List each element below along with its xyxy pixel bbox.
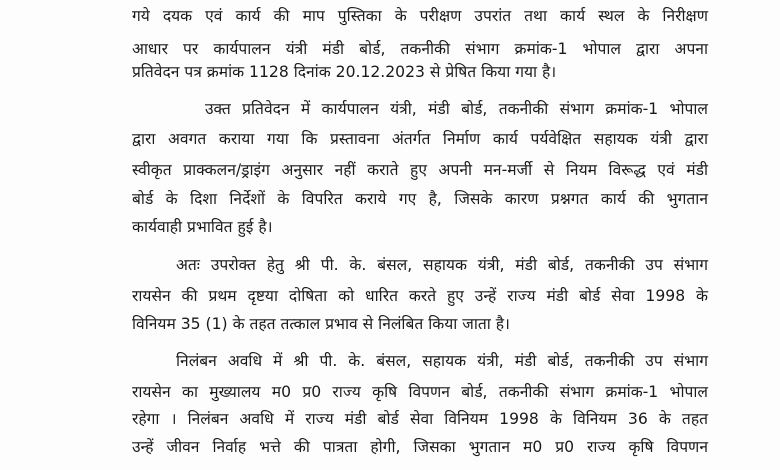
paragraph-2-line-1: उक्त प्रतिवेदन में कार्यपालन यंत्री, मंडी बोर्ड, तकनीकी संभाग क्रमांक-1 भोपाल (205, 100, 708, 118)
paragraph-2-line-2: द्वारा अवगत कराया गया कि प्रस्तावना अंतर्गत निर्माण कार्य पर्यवेक्षित सहायक यंत्री द्वारा (132, 130, 708, 148)
paragraph-1-line-1: गये दयक एवं कार्य की माप पुस्तिका के परीक्षण उपरांत तथा कार्य स्थल के निरीक्षण (132, 7, 708, 25)
paragraph-2-line-3: स्वीकृत प्राक्कलन/ड्राइंग अनुसार नहीं कराते हुए अपनी मन-मर्जी से नियम विरूद्ध एवं मंडी (132, 161, 708, 179)
paragraph-4-line-2: रायसेन का मुख्यालय म0 प्र0 राज्य कृषि विपणन बोर्ड, तकनीकी संभाग क्रमांक-1 भोपाल (132, 383, 708, 401)
paragraph-2-line-4: बोर्ड के दिशा निर्देशों के विपरित कराये गए है, जिसके कारण प्रश्नगत कार्य की भुगतान (132, 190, 708, 208)
paragraph-4-line-3: रहेगा । निलंबन अवधि में राज्य मंडी बोर्ड सेवा विनियम 1998 के विनियम 36 के तहत (132, 410, 708, 428)
paragraph-3-line-2: रायसेन की प्रथम दृष्टया दोषिता को धारित करते हुए उन्हें राज्य मंडी बोर्ड सेवा 1998 के (132, 287, 708, 305)
paragraph-2-line-5: कार्यवाही प्रभावित हुई है। (132, 218, 273, 236)
paragraph-4-line-1: निलंबन अवधि में श्री पी. के. बंसल, सहायक यंत्री, मंडी बोर्ड, तकनीकी उप संभाग (176, 352, 708, 370)
paragraph-3-line-3: विनियम 35 (1) के तहत तत्काल प्रभाव से निलंबित किया जाता है। (132, 315, 510, 333)
paragraph-4-line-4: उन्हें जीवन निर्वाह भत्ते की पात्रता होगी, जिसका भुगतान म0 प्र0 राज्य कृषि विपणन (132, 438, 708, 456)
paragraph-3-line-1: अतः उपरोक्त हेतु श्री पी. के. बंसल, सहायक यंत्री, मंडी बोर्ड, तकनीकी उप संभाग (176, 256, 708, 274)
paragraph-1-line-3: प्रतिवेदन पत्र क्रमांक 1128 दिनांक 20.12.2023 से प्रेषित किया गया है। (132, 63, 557, 81)
paragraph-1-line-2: आधार पर कार्यपालन यंत्री मंडी बोर्ड, तकनीकी संभाग क्रमांक-1 भोपाल द्वारा अपना (132, 40, 708, 58)
